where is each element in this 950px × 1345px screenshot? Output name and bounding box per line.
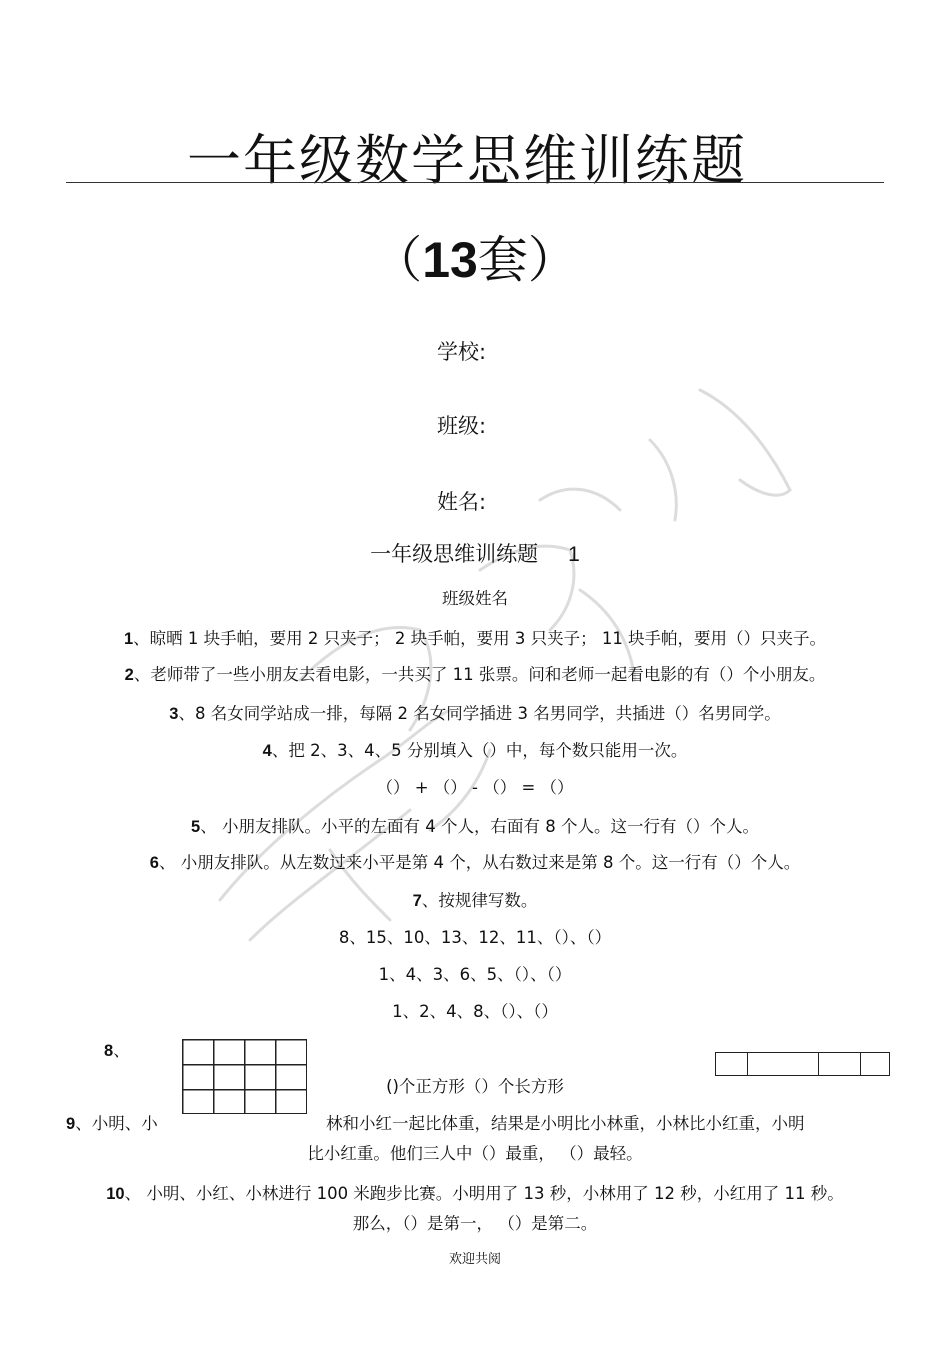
page-title: 一年级数学思维训练题: [187, 129, 747, 192]
question-7-sequence-2: 1、4、3、6、5、（）、（）: [378, 965, 572, 984]
question-number: 5: [191, 818, 201, 836]
question-number: 10: [106, 1185, 125, 1203]
question-text: 、: [113, 1041, 130, 1060]
subtitle-number: 13: [422, 232, 478, 288]
title-divider: [66, 182, 884, 183]
class-name-line: 班级姓名: [442, 589, 508, 608]
set-count: [0, 220, 950, 292]
subtitle-open: （: [372, 231, 423, 289]
question-text: 、老师带了一些小朋友去看电影，一共买了 11 张票。问和老师一起看电影的有（）个小朋友。: [133, 665, 826, 684]
question-10: [0, 1180, 950, 1204]
question-text: 、把 2、3、4、5 分别填入（）中，每个数只能用一次。: [271, 741, 688, 760]
question-4-expression: （） + （） - （） = （）: [376, 778, 574, 797]
question-text: 、按规律写数。: [421, 891, 538, 910]
question-1: [0, 625, 950, 649]
question-9-part-a: [66, 1110, 158, 1134]
question-number: 8: [104, 1042, 114, 1060]
question-9-part-b: 林和小红一起比体重，结果是小明比小林重，小林比小红重，小明: [326, 1114, 805, 1133]
question-10-part-b: 那么，（）是第一， （）是第二。: [352, 1214, 598, 1233]
section-title-text: 一年级思维训练题: [370, 542, 539, 566]
question-number: 1: [123, 630, 134, 648]
question-3: [0, 700, 950, 724]
question-text: 、 小明、小红、小林进行 100 米跑步比赛。小明用了 13 秒，小林用了 12 秒，小红用了 11 秒。: [124, 1184, 844, 1203]
question-7: [0, 887, 950, 911]
name-field-label: 姓名:: [437, 490, 487, 514]
question-text: 、晾晒 1 块手帕，要用 2 只夹子； 2 块手帕，要用 3 只夹子； 11 块手帕，要用（）只夹子。: [133, 629, 827, 648]
question-number: 7: [412, 892, 422, 910]
question-text: 、 小朋友排队。从左数过来小平是第 4 个，从右数过来是第 8 个。这一行有（）个人。: [158, 853, 801, 872]
question-text: 、 小朋友排队。小平的左面有 4 个人，右面有 8 个人。这一行有（）个人。: [200, 817, 759, 836]
question-4: [0, 737, 950, 761]
school-field-label: 学校:: [437, 340, 487, 364]
question-text: 、小明、小: [75, 1114, 158, 1133]
question-number: 2: [124, 666, 134, 684]
question-9-part-c: 比小红重。他们三人中（）最重， （）最轻。: [307, 1144, 643, 1163]
question-6: [0, 849, 950, 873]
question-2: [0, 661, 950, 685]
section-title: [0, 538, 950, 568]
question-5: [0, 813, 950, 837]
page-footer: 欢迎共阅: [448, 1252, 501, 1267]
question-number: 3: [169, 705, 179, 723]
question-number: 6: [149, 854, 159, 872]
question-text: 、8 名女同学站成一排，每隔 2 名女同学插进 3 名男同学，共插进（）名男同学。: [178, 704, 781, 723]
question-7-sequence-1: 8、15、10、13、12、11、（）、（）: [338, 928, 612, 947]
section-number: 1: [568, 543, 580, 566]
question-8-caption: ()个正方形（）个长方形: [386, 1077, 564, 1096]
question-number: 4: [262, 742, 272, 760]
class-field-label: 班级:: [437, 414, 487, 438]
question-8-label: [104, 1037, 130, 1061]
subtitle-rest: 套）: [477, 231, 578, 289]
question-number: 9: [66, 1115, 76, 1133]
question-7-sequence-3: 1、2、4、8、（）、（）: [392, 1002, 558, 1021]
